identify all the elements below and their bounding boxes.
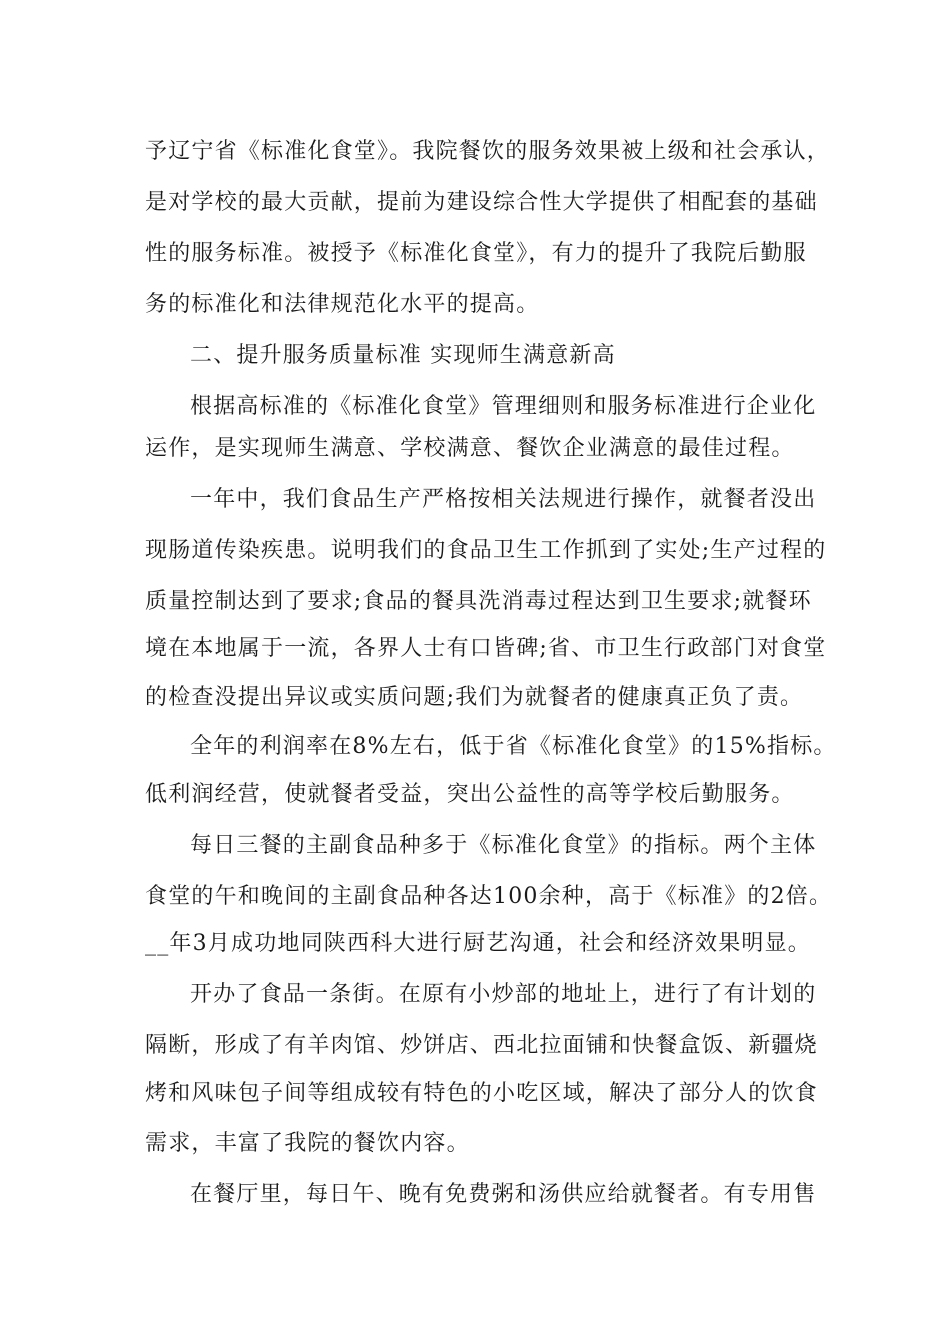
text-line: 务的标准化和法律规范化水平的提高。 — [145, 292, 540, 317]
text-line: 性的服务标准。被授予《标准化食堂》，有力的提升了我院后勤服 — [145, 241, 807, 266]
text-line: 根据高标准的《标准化食堂》管理细则和服务标准进行企业化 — [190, 394, 817, 419]
text-line: 开办了食品一条街。在原有小炒部的地址上，进行了有计划的 — [190, 982, 817, 1007]
text-line: 低利润经营，使就餐者受益，突出公益性的高等学校后勤服务。 — [145, 782, 795, 807]
text-line: 的检查没提出异议或实质问题;我们为就餐者的健康真正负了责。 — [145, 685, 804, 710]
section-heading: 二、提升服务质量标准 实现师生满意新高 — [190, 343, 616, 368]
text-line: 运作，是实现师生满意、学校满意、餐饮企业满意的最佳过程。 — [145, 436, 795, 461]
text-line: 现肠道传染疾患。说明我们的食品卫生工作抓到了实处;生产过程的 — [145, 538, 827, 563]
text-line: 需求，丰富了我院的餐饮内容。 — [145, 1131, 470, 1156]
text-line: 全年的利润率在8%左右，低于省《标准化食堂》的15%指标。 — [190, 734, 837, 759]
text-line: 质量控制达到了要求;食品的餐具洗消毒过程达到卫生要求;就餐环 — [145, 589, 812, 614]
text-line: 一年中，我们食品生产严格按相关法规进行操作，就餐者没出 — [190, 487, 817, 512]
text-line: 境在本地属于一流，各界人士有口皆碑;省、市卫生行政部门对食堂 — [145, 636, 827, 661]
text-line: 予辽宁省《标准化食堂》。我院餐饮的服务效果被上级和社会承认， — [145, 139, 831, 164]
text-line: 每日三餐的主副食品种多于《标准化食堂》的指标。两个主体 — [190, 833, 817, 858]
text-line: 烤和风味包子间等组成较有特色的小吃区域，解决了部分人的饮食 — [145, 1081, 818, 1106]
text-line: 食堂的午和晚间的主副食品种各达100余种，高于《标准》的2倍。 — [145, 884, 833, 909]
text-line: 隔断，形成了有羊肉馆、炒饼店、西北拉面铺和快餐盒饭、新疆烧 — [145, 1033, 818, 1058]
text-line: 是对学校的最大贡献，提前为建设综合性大学提供了相配套的基础 — [145, 190, 818, 215]
text-line: __年3月成功地同陕西科大进行厨艺沟通，社会和经济效果明显。 — [145, 931, 811, 956]
text-line: 在餐厅里，每日午、晚有免费粥和汤供应给就餐者。有专用售 — [190, 1182, 817, 1207]
